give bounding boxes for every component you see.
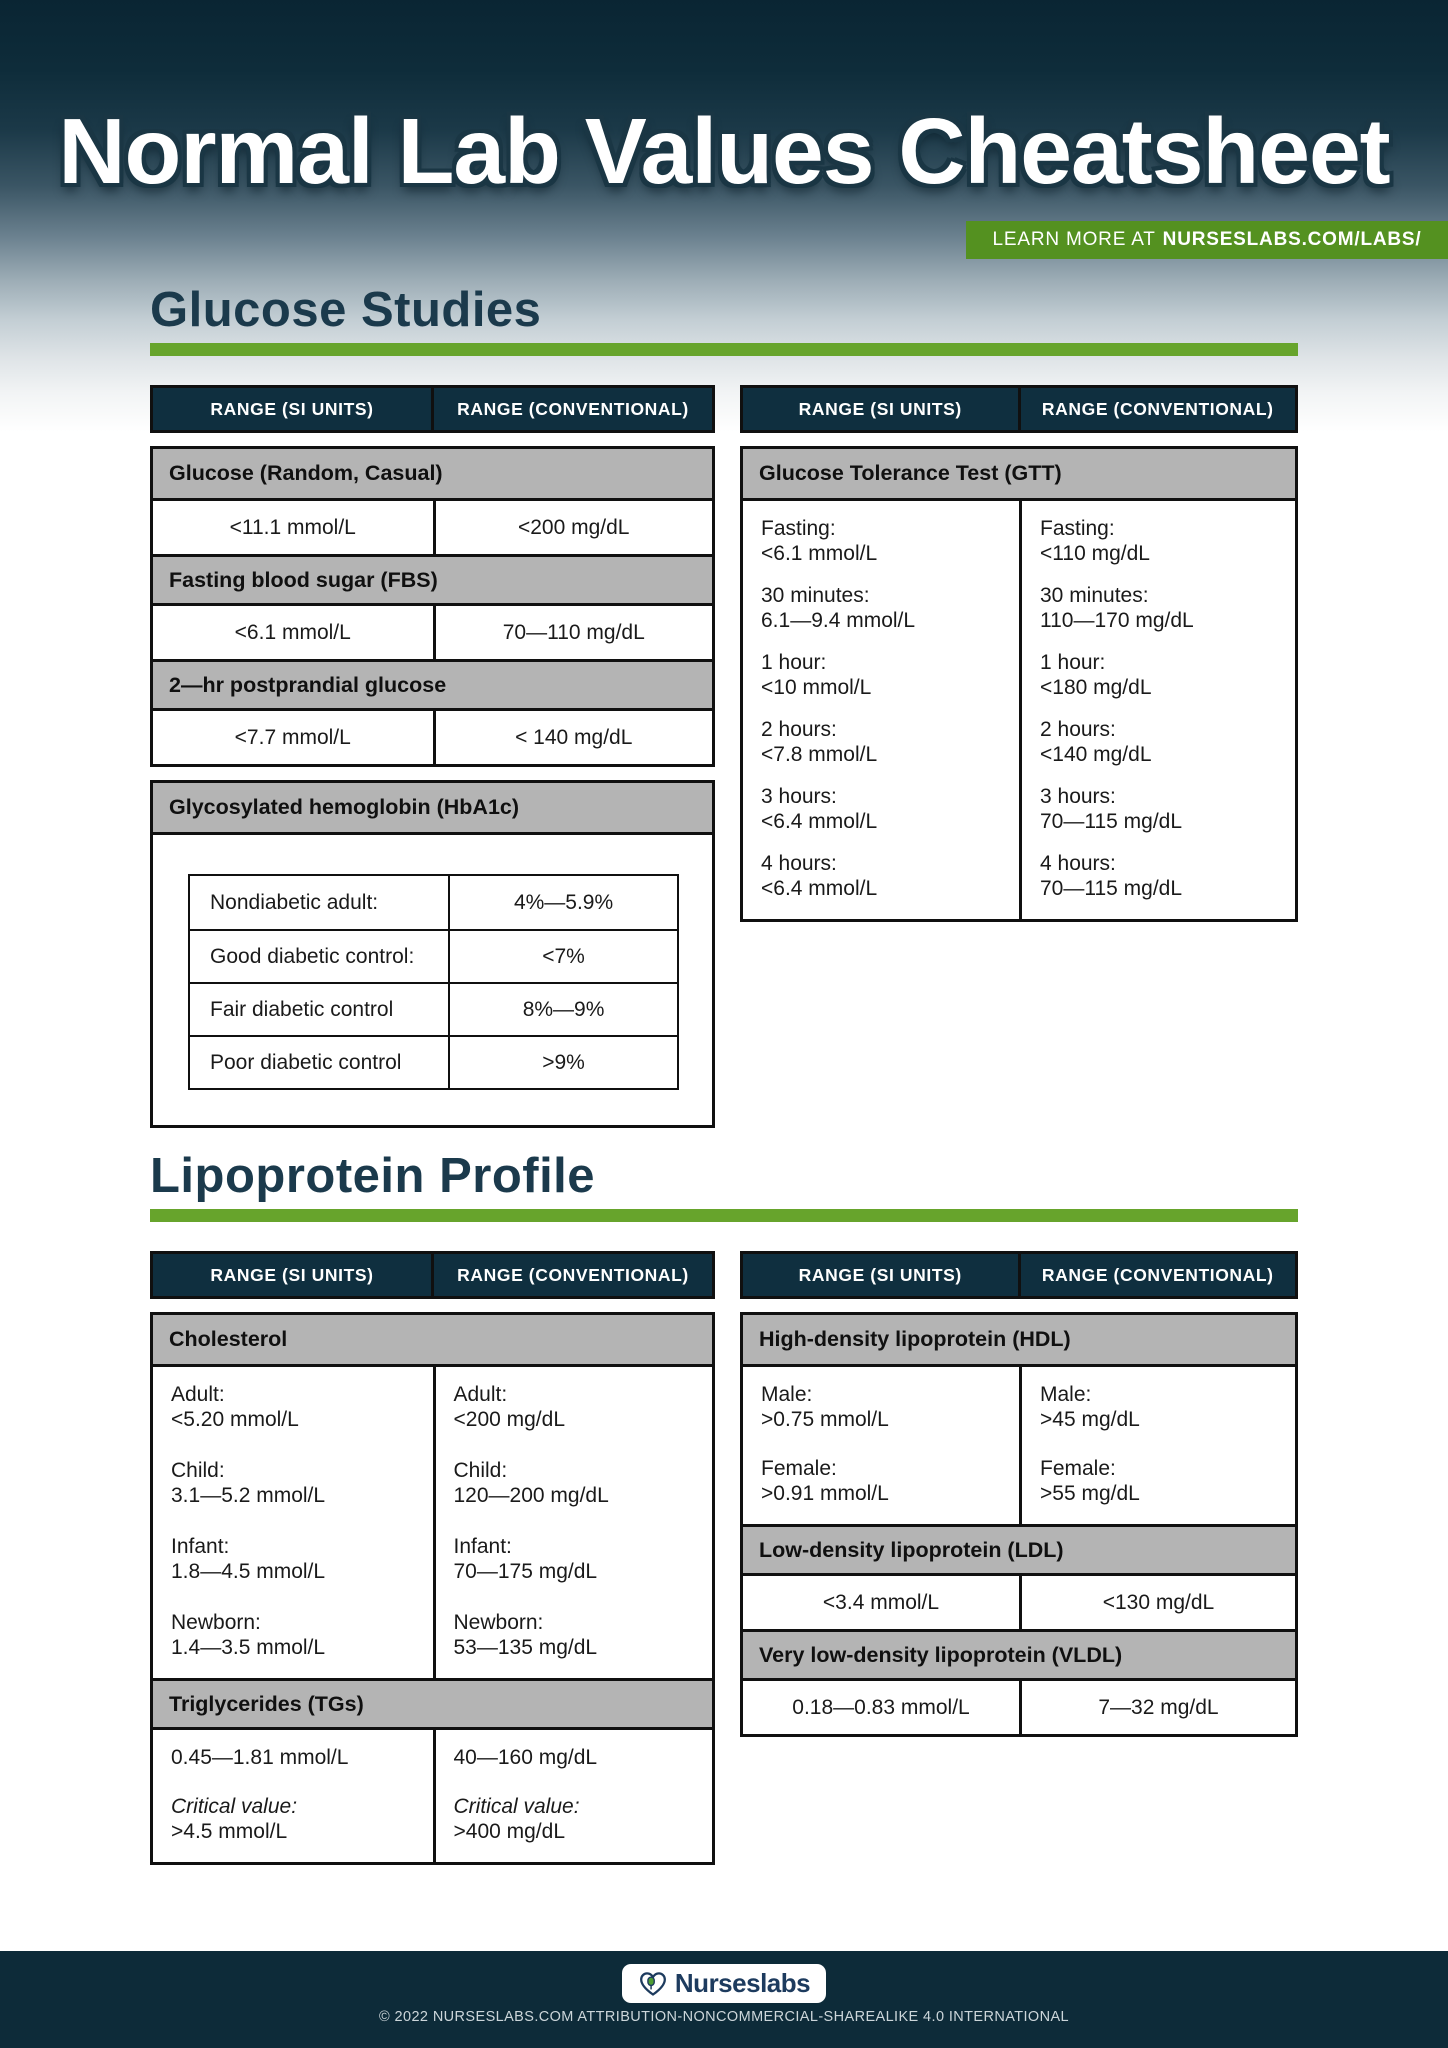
lipoprotein-heading: Lipoprotein Profile: [150, 1149, 596, 1203]
lipoprotein-heading-underline: [150, 1209, 1298, 1222]
hba1c-label: Nondiabetic adult:: [210, 890, 379, 914]
hba1c-value: 4%—5.9%: [448, 876, 677, 929]
gtt-conv-cell: [1019, 501, 1295, 919]
glucose-heading: Glucose Studies: [150, 283, 542, 337]
table-row: [153, 498, 712, 554]
cholesterol-conv-cell: [433, 1367, 713, 1678]
hdl-values-row: [743, 1364, 1295, 1524]
cholesterol-table: [150, 1312, 715, 1865]
chol-si-child: Child: 3.1—5.2 mmol/L: [171, 1459, 326, 1508]
tg-si-cell: [153, 1730, 433, 1862]
hdl-si-cell: [743, 1367, 1019, 1524]
value-cell-si: <7.7 mmol/L: [234, 725, 351, 749]
col-header-conventional: RANGE (CONVENTIONAL): [1018, 388, 1296, 430]
col-header-si: RANGE (SI UNITS): [743, 1254, 1018, 1296]
brand-name: Nurseslabs: [674, 1968, 811, 1998]
heart-stethoscope-icon: [638, 1970, 668, 1998]
lipo-left-column: [150, 1251, 715, 1865]
section-row-glucose-random: Glucose (Random, Casual): [153, 449, 712, 498]
table-row: [190, 1035, 677, 1088]
copyright-text: © 2022 NURSESLABS.COM ATTRIBUTION-NONCOMMERCIAL-SHAREALIKE 4.0 INTERNATIONAL: [379, 2009, 1069, 2025]
col-header-si: RANGE (SI UNITS): [743, 388, 1018, 430]
tg-si-critical: Critical value: >4.5 mmol/L: [171, 1795, 298, 1844]
col-header-si: RANGE (SI UNITS): [153, 388, 431, 430]
tg-conv-range: 40—160 mg/dL: [453, 1746, 598, 1770]
glucose-values-table: [150, 446, 715, 767]
chol-si-infant: Infant: 1.8—4.5 mmol/L: [171, 1535, 326, 1584]
col-header-si: RANGE (SI UNITS): [153, 1254, 431, 1296]
footer: [0, 1951, 1448, 2048]
table-row: [190, 876, 677, 929]
tg-conv-cell: [433, 1730, 713, 1862]
glucose-left-header-row: [150, 385, 715, 433]
ldl-si-value: <3.4 mmol/L: [822, 1590, 940, 1614]
value-cell-conv: 70—110 mg/dL: [433, 606, 713, 659]
hdl-si-male: Male: >0.75 mmol/L: [761, 1383, 889, 1432]
banner-prefix: LEARN MORE AT: [992, 229, 1156, 250]
section-row-cholesterol: Cholesterol: [153, 1315, 712, 1364]
hdl-conv-cell: [1019, 1367, 1295, 1524]
ldl-values-row: [743, 1573, 1295, 1629]
glucose-heading-underline: [150, 343, 1298, 356]
vldl-conv-value: 7—32 mg/dL: [1019, 1681, 1295, 1734]
hba1c-value: 8%—9%: [448, 984, 677, 1035]
gtt-si-4hr: 4 hours: <6.4 mmol/L: [761, 852, 878, 901]
hba1c-value: >9%: [448, 1037, 677, 1088]
chol-si-newborn: Newborn: 1.4—3.5 mmol/L: [171, 1611, 326, 1660]
section-row-postprandial: 2—hr postprandial glucose: [153, 659, 712, 708]
hba1c-label: Poor diabetic control: [210, 1050, 402, 1074]
hba1c-label: Fair diabetic control: [210, 997, 394, 1021]
lipoprotein-table: [740, 1312, 1298, 1737]
chol-conv-adult: Adult: <200 mg/dL: [453, 1383, 566, 1432]
gtt-si-fasting: Fasting: <6.1 mmol/L: [761, 517, 878, 566]
table-row: [190, 929, 677, 982]
hba1c-body: [153, 832, 712, 1125]
vldl-si-value: 0.18—0.83 mmol/L: [792, 1695, 970, 1719]
gtt-conv-2hr: 2 hours: <140 mg/dL: [1040, 718, 1152, 767]
hba1c-inner-table: [188, 874, 679, 1090]
nurseslabs-logo[interactable]: [622, 1964, 826, 2003]
page-title: Normal Lab Values Cheatsheet: [58, 99, 1390, 203]
section-glucose-studies: [150, 282, 1298, 1128]
section-row-vldl: Very low-density lipoprotein (VLDL): [743, 1629, 1295, 1678]
chol-conv-infant: Infant: 70—175 mg/dL: [453, 1535, 598, 1584]
hba1c-value: <7%: [448, 931, 677, 982]
gtt-si-cell: [743, 501, 1019, 919]
gtt-conv-3hr: 3 hours: 70—115 mg/dL: [1040, 785, 1183, 834]
tg-conv-critical: Critical value: >400 mg/dL: [453, 1795, 580, 1844]
section-row-hdl: High-density lipoprotein (HDL): [743, 1315, 1295, 1364]
hdl-conv-male: Male: >45 mg/dL: [1040, 1383, 1140, 1432]
gtt-si-1hr: 1 hour: <10 mmol/L: [761, 651, 872, 700]
cholesterol-si-cell: [153, 1367, 433, 1678]
hdl-si-female: Female: >0.91 mmol/L: [761, 1457, 889, 1506]
gtt-header-row: [740, 385, 1298, 433]
gtt-values-row: [743, 498, 1295, 919]
section-row-triglycerides: Triglycerides (TGs): [153, 1678, 712, 1727]
banner-link[interactable]: NURSESLABS.COM/LABS/: [1162, 229, 1422, 250]
learn-more-banner[interactable]: [966, 221, 1448, 259]
cholesterol-values-row: [153, 1364, 712, 1678]
hdl-conv-female: Female: >55 mg/dL: [1040, 1457, 1140, 1506]
chol-conv-child: Child: 120—200 mg/dL: [453, 1459, 609, 1508]
table-row: [153, 603, 712, 659]
table-row: [190, 982, 677, 1035]
chol-conv-newborn: Newborn: 53—135 mg/dL: [453, 1611, 598, 1660]
ldl-conv-value: <130 mg/dL: [1019, 1576, 1295, 1629]
table-row: [153, 708, 712, 764]
col-header-conventional: RANGE (CONVENTIONAL): [431, 388, 712, 430]
gtt-conv-4hr: 4 hours: 70—115 mg/dL: [1040, 852, 1183, 901]
chol-si-adult: Adult: <5.20 mmol/L: [171, 1383, 299, 1432]
gtt-conv-30min: 30 minutes: 110—170 mg/dL: [1040, 584, 1194, 633]
value-cell-conv: <200 mg/dL: [433, 501, 713, 554]
value-cell-si: <11.1 mmol/L: [229, 515, 356, 539]
section-lipoprotein-profile: [150, 1148, 1298, 1865]
gtt-conv-fasting: Fasting: <110 mg/dL: [1040, 517, 1150, 566]
section-row-ldl: Low-density lipoprotein (LDL): [743, 1524, 1295, 1573]
value-cell-si: <6.1 mmol/L: [234, 620, 351, 644]
lipo-right-column: [740, 1251, 1298, 1737]
section-row-hba1c: Glycosylated hemoglobin (HbA1c): [153, 783, 712, 832]
triglycerides-values-row: [153, 1727, 712, 1862]
gtt-si-2hr: 2 hours: <7.8 mmol/L: [761, 718, 878, 767]
hba1c-table: [150, 780, 715, 1128]
section-row-fbs: Fasting blood sugar (FBS): [153, 554, 712, 603]
hba1c-label: Good diabetic control:: [210, 944, 415, 968]
gtt-conv-1hr: 1 hour: <180 mg/dL: [1040, 651, 1152, 700]
hdl-header-row: [740, 1251, 1298, 1299]
tg-si-range: 0.45—1.81 mmol/L: [171, 1746, 349, 1770]
gtt-si-30min: 30 minutes: 6.1—9.4 mmol/L: [761, 584, 916, 633]
section-row-gtt: Glucose Tolerance Test (GTT): [743, 449, 1295, 498]
vldl-values-row: [743, 1678, 1295, 1734]
value-cell-conv: < 140 mg/dL: [433, 711, 713, 764]
gtt-si-3hr: 3 hours: <6.4 mmol/L: [761, 785, 878, 834]
glucose-left-column: [150, 385, 715, 1128]
col-header-conventional: RANGE (CONVENTIONAL): [1018, 1254, 1296, 1296]
cholesterol-header-row: [150, 1251, 715, 1299]
col-header-conventional: RANGE (CONVENTIONAL): [431, 1254, 712, 1296]
gtt-table: [740, 446, 1298, 922]
glucose-right-column: [740, 385, 1298, 922]
